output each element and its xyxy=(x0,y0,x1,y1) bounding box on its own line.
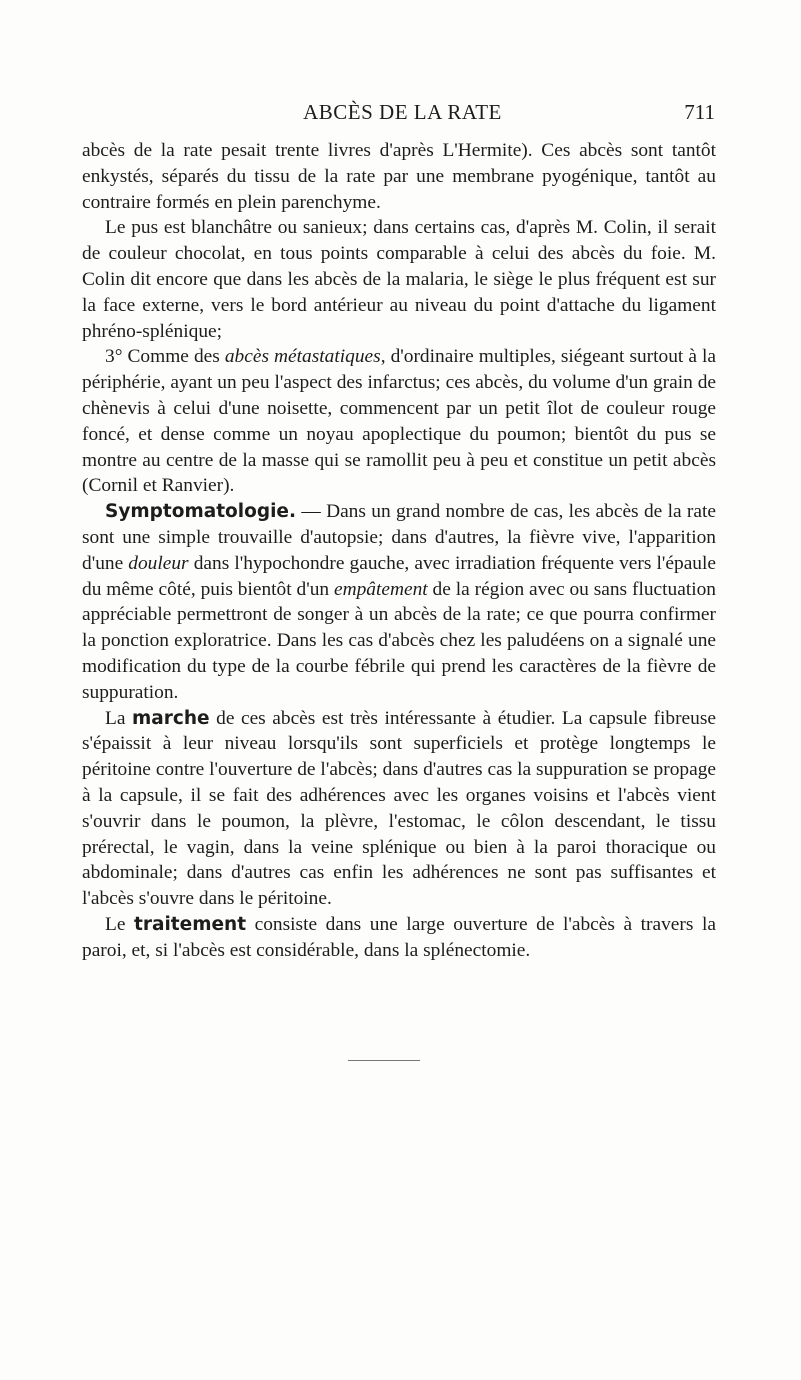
paragraph-symptomatology xyxy=(82,499,716,705)
paragraph-part: de la région avec ou sans fluctuation appréciable permettront de songer à un abcès de la rate; ce que pourra confirmer la ponction exploratrice. Dans les cas d'abcès chez les paludéens on a signalé une modification du type de la courbe fébrile qui prend les caractères de la fièvre de suppuration. xyxy=(82,578,716,703)
paragraph-treatment xyxy=(82,912,716,964)
paragraph-rest: consiste dans une large ouverture de l'abcès à travers la paroi, et, si l'abcès est considérable, dans la splénectomie. xyxy=(82,913,716,961)
page-number: 711 xyxy=(684,100,715,124)
paragraph-rest: de ces abcès est très intéressante à étudier. La capsule fibreuse s'épaissit à leur niveau lorsqu'ils sont superficiels et protège longtemps le péritoine contre l'ouverture de l'abcès; dans d'autres cas la suppuration se propage à la capsule, il se fait des adhérences avec les organes voisins et l'abcès vient s'ouvrir dans le poumon, la plèvre, l'estomac, le côlon descendant, le tissu prérectal, le vagin, dans la veine splénique ou bien à la paroi thoracique ou abdominale; dans d'autres cas enfin les adhérences ne sont pas suffisantes et l'abcès s'ouvre dans le péritoine. xyxy=(82,707,716,910)
section-heading-symptomatologie: Symptomatologie. xyxy=(105,501,296,523)
section-heading-traitement: traitement xyxy=(134,913,247,935)
paragraph-lead: Le xyxy=(105,913,135,935)
italic-term: abcès métastatiques xyxy=(224,346,381,368)
section-heading-marche: marche xyxy=(132,707,210,729)
paragraph-lead: 3° Comme des xyxy=(105,346,225,368)
paragraph-course xyxy=(82,706,716,912)
running-head xyxy=(90,100,715,130)
running-title: ABCÈS DE LA RATE xyxy=(303,100,502,124)
paragraph-pus-description: Le pus est blanchâtre ou sanieux; dans certains cas, d'après M. Colin, il serait de couleur chocolat, en tous points comparable à celui des abcès du foie. M. Colin dit encore que dans les abcès de la malaria, le siège le plus fréquent est sur la face externe, vers le bord antérieur au niveau du point d'attache du ligament phréno-splénique; xyxy=(82,217,716,342)
paragraph-continuation: abcès de la rate pesait trente livres d'après L'Hermite). Ces abcès sont tantôt enkystés, séparés du tissu de la rate par une membrane pyogénique, tantôt au contraire formés en plein parenchyme. xyxy=(82,140,716,213)
paragraph-metastatic-abscess xyxy=(82,344,716,499)
section-end-rule xyxy=(348,1060,420,1061)
paragraph-part: — Dans un grand nombre de cas, les abcès de la rate sont une simple trouvaille d'autopsie; dans d'autres, la fièvre vive, l'apparition d'une xyxy=(82,501,716,574)
paragraph-rest: , d'ordinaire multiples, siégeant surtout à la périphérie, ayant un peu l'aspect des infarctus; ces abcès, du volume d'un grain de chènevis à celui d'une noisette, commencent par un petit îlot de couleur rouge foncé, et dense comme un noyau apoplectique du poumon; bientôt du pus se montre au centre de la masse qui se ramollit peu à peu et constitue un petit abcès (Cornil et Ranvier). xyxy=(82,346,716,497)
italic-term: empâtement xyxy=(333,578,428,600)
italic-term: douleur xyxy=(128,552,189,574)
paragraph-part: dans l'hypochondre gauche, avec irradiation fréquente vers l'épaule du même côté, puis bientôt d'un xyxy=(82,552,716,600)
paragraph-lead: La xyxy=(105,707,132,729)
body-text xyxy=(82,138,716,964)
